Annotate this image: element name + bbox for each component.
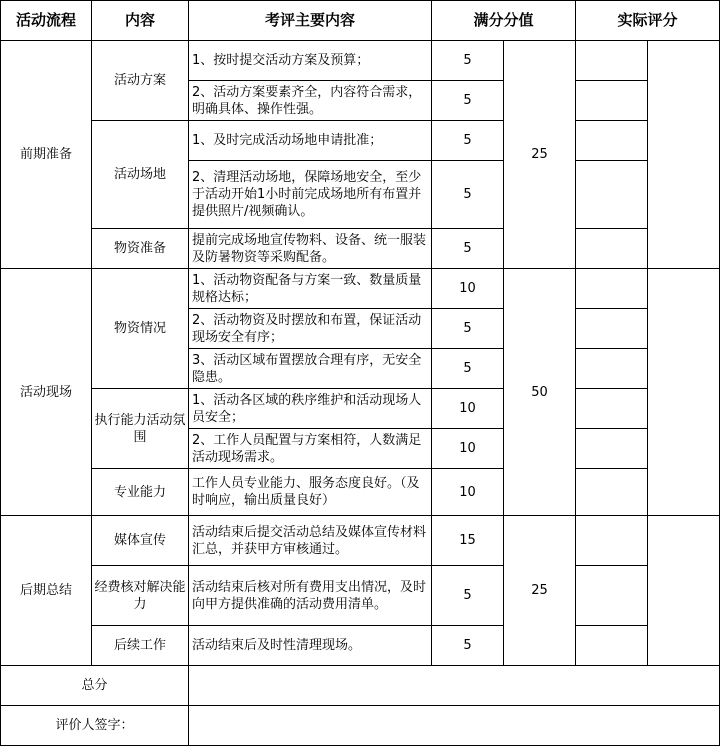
actual-score-cell[interactable] — [576, 121, 648, 161]
table-row — [1, 41, 720, 81]
criteria-text: 1、活动各区域的秩序维护和活动现场人员安全； — [189, 389, 432, 429]
criteria-text: 活动结束后核对所有费用支出情况，及时向甲方提供准确的活动费用清单。 — [189, 566, 432, 626]
actual-score-cell[interactable] — [576, 41, 648, 81]
criteria-text: 工作人员专业能力、服务态度良好。（及时响应，输出质量良好） — [189, 469, 432, 516]
actual-score-cell[interactable] — [576, 81, 648, 121]
header-process: 活动流程 — [1, 1, 92, 41]
criteria-text: 2、工作人员配置与方案相符，人数满足活动现场需求。 — [189, 429, 432, 469]
actual-score-cell[interactable] — [576, 429, 648, 469]
table-row — [1, 626, 720, 666]
group-name: 活动场地 — [92, 121, 189, 229]
actual-score-cell[interactable] — [576, 349, 648, 389]
criteria-text: 1、按时提交活动方案及预算； — [189, 41, 432, 81]
header-criteria: 考评主要内容 — [189, 1, 432, 41]
stage-total-score: 25 — [504, 41, 576, 269]
table-row — [1, 469, 720, 516]
stage-total-score: 50 — [504, 269, 576, 516]
signature-field[interactable] — [189, 706, 720, 746]
criteria-text: 活动结束后及时性清理现场。 — [189, 626, 432, 666]
criteria-text: 1、及时完成活动场地申请批准； — [189, 121, 432, 161]
stage-name: 后期总结 — [1, 516, 92, 666]
criteria-text: 2、活动物资及时摆放和布置，保证活动现场安全有序； — [189, 309, 432, 349]
header-actual-score: 实际评分 — [576, 1, 720, 41]
actual-stage-score-cell[interactable] — [648, 516, 720, 666]
actual-score-cell[interactable] — [576, 469, 648, 516]
actual-score-cell[interactable] — [576, 269, 648, 309]
group-name: 物资准备 — [92, 229, 189, 269]
item-score: 5 — [432, 349, 504, 389]
header-row — [1, 1, 720, 41]
criteria-text: 2、清理活动场地，保障场地安全，至少于活动开始1小时前完成场地所有布置并提供照片/视频确认。 — [189, 161, 432, 229]
group-name: 经费核对解决能力 — [92, 566, 189, 626]
total-score-field[interactable] — [189, 666, 720, 706]
actual-stage-score-cell[interactable] — [648, 269, 720, 516]
actual-score-cell[interactable] — [576, 161, 648, 229]
criteria-text: 2、活动方案要素齐全，内容符合需求，明确具体、操作性强。 — [189, 81, 432, 121]
actual-score-cell[interactable] — [576, 566, 648, 626]
group-name: 专业能力 — [92, 469, 189, 516]
signature-label: 评价人签字： — [1, 706, 189, 746]
total-row — [1, 666, 720, 706]
table-row — [1, 389, 720, 429]
item-score: 5 — [432, 81, 504, 121]
group-name: 执行能力活动氛围 — [92, 389, 189, 469]
item-score: 10 — [432, 269, 504, 309]
item-score: 5 — [432, 626, 504, 666]
criteria-text: 1、活动物资配备与方案一致、数量质量规格达标； — [189, 269, 432, 309]
item-score: 5 — [432, 566, 504, 626]
group-name: 后续工作 — [92, 626, 189, 666]
actual-score-cell[interactable] — [576, 389, 648, 429]
item-score: 10 — [432, 389, 504, 429]
total-label: 总分 — [1, 666, 189, 706]
criteria-text: 提前完成场地宣传物料、设备、统一服装及防暑物资等采购配备。 — [189, 229, 432, 269]
criteria-text: 3、活动区域布置摆放合理有序，无安全隐患。 — [189, 349, 432, 389]
item-score: 5 — [432, 121, 504, 161]
table-row — [1, 269, 720, 309]
table-row — [1, 229, 720, 269]
actual-stage-score-cell[interactable] — [648, 41, 720, 269]
actual-score-cell[interactable] — [576, 516, 648, 566]
group-name: 活动方案 — [92, 41, 189, 121]
item-score: 10 — [432, 469, 504, 516]
stage-name: 前期准备 — [1, 41, 92, 269]
actual-score-cell[interactable] — [576, 626, 648, 666]
signature-row — [1, 706, 720, 746]
header-content: 内容 — [92, 1, 189, 41]
group-name: 物资情况 — [92, 269, 189, 389]
item-score: 5 — [432, 309, 504, 349]
table-row — [1, 566, 720, 626]
header-max-score: 满分分值 — [432, 1, 576, 41]
item-score: 15 — [432, 516, 504, 566]
item-score: 5 — [432, 161, 504, 229]
actual-score-cell[interactable] — [576, 229, 648, 269]
item-score: 5 — [432, 229, 504, 269]
criteria-text: 活动结束后提交活动总结及媒体宣传材料汇总，并获甲方审核通过。 — [189, 516, 432, 566]
table-row — [1, 516, 720, 566]
item-score: 10 — [432, 429, 504, 469]
item-score: 5 — [432, 41, 504, 81]
stage-name: 活动现场 — [1, 269, 92, 516]
table-row — [1, 121, 720, 161]
group-name: 媒体宣传 — [92, 516, 189, 566]
actual-score-cell[interactable] — [576, 309, 648, 349]
stage-total-score: 25 — [504, 516, 576, 666]
